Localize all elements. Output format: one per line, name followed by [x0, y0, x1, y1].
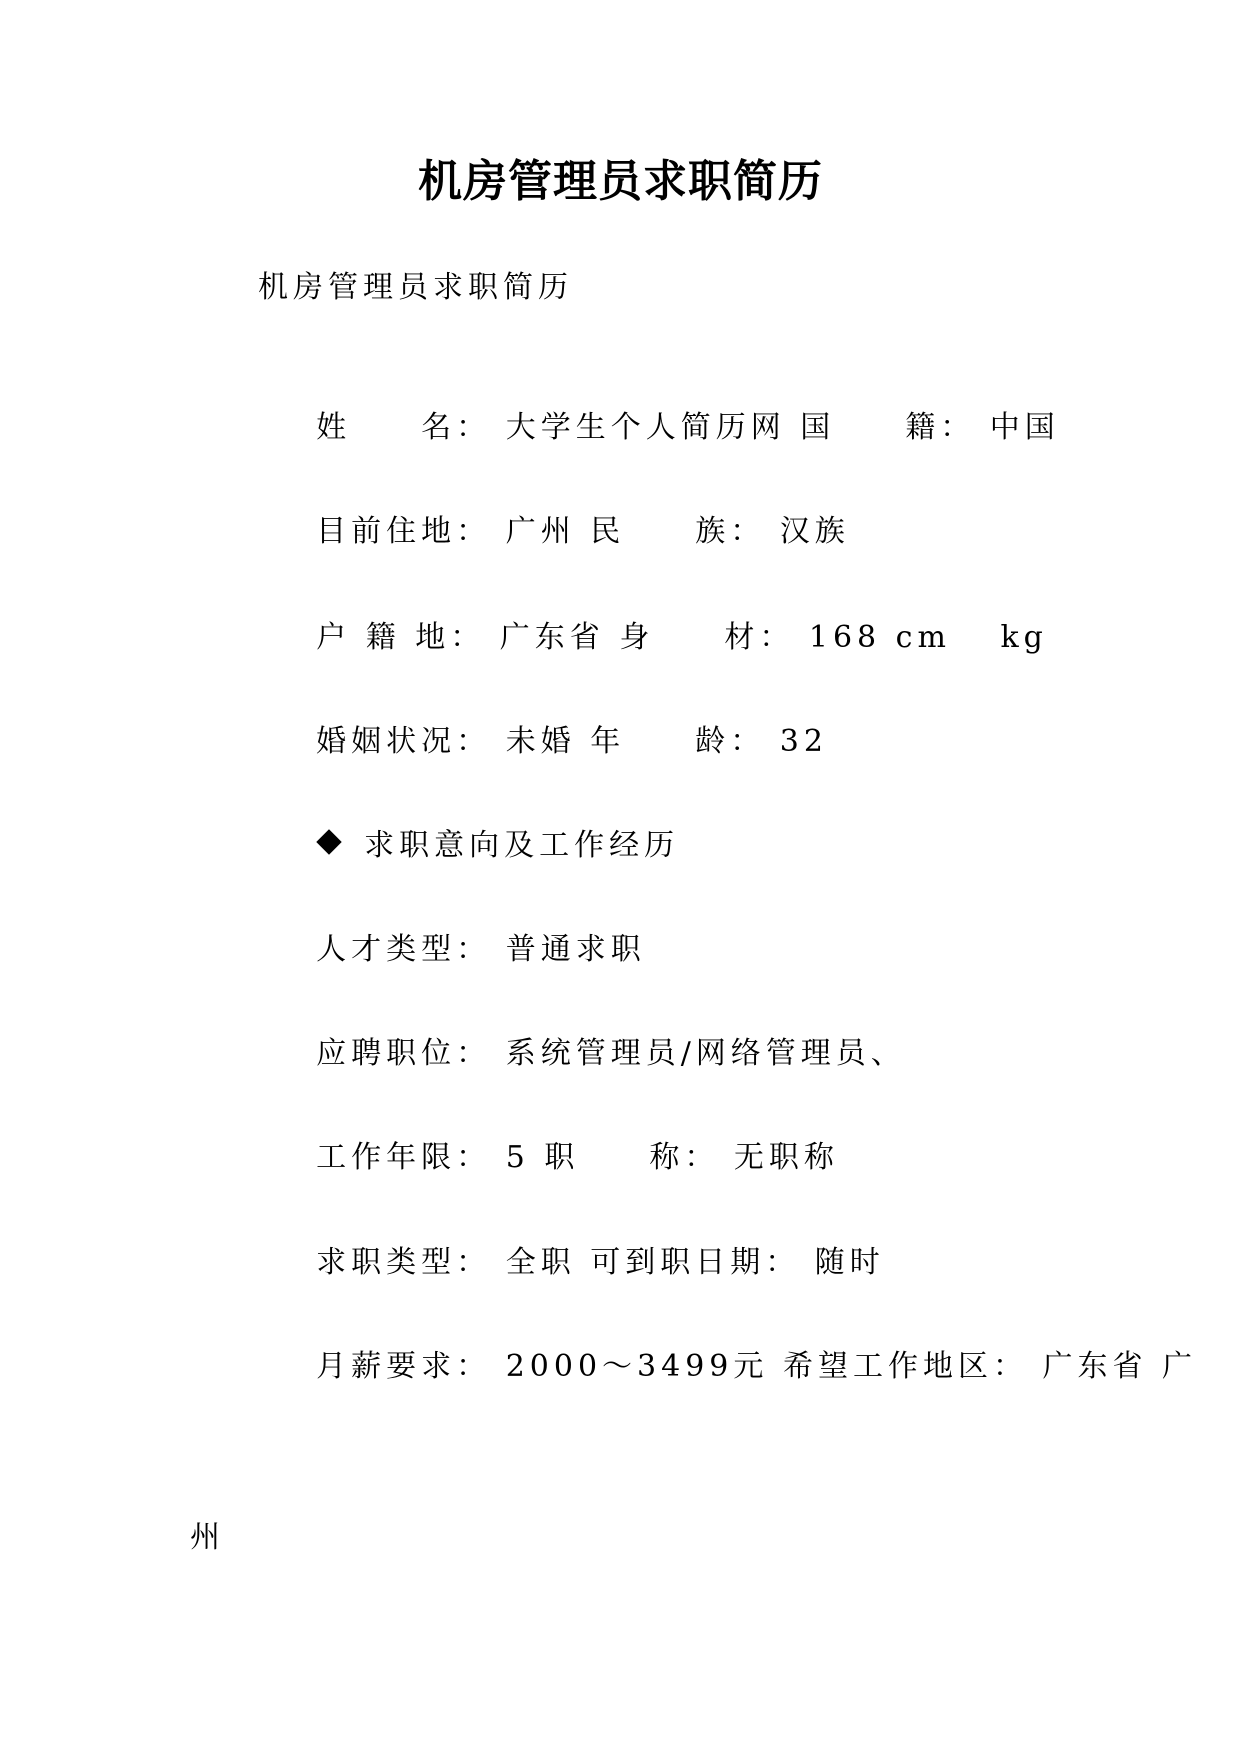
- row-position: [258, 994, 906, 1114]
- title-value: 无职称: [733, 1140, 839, 1175]
- row-residence: [258, 472, 850, 592]
- talent-type-label: 人才类型：: [316, 932, 492, 967]
- row-salary: [258, 1307, 1197, 1427]
- salary-continuation: 州: [190, 1520, 225, 1555]
- resume-subtitle: 机房管理员求职简历: [258, 270, 573, 305]
- salary-value: 2000～3499元: [505, 1349, 769, 1384]
- position-label: 应聘职位：: [316, 1036, 492, 1071]
- height-label: 身 材：: [619, 620, 795, 655]
- row-years: [258, 1098, 839, 1218]
- name-value: 大学生个人简历网: [505, 410, 786, 445]
- marital-label: 婚姻状况：: [316, 724, 492, 759]
- start-date-label: 可到职日期：: [590, 1245, 801, 1280]
- nationality-label: 国 籍：: [800, 410, 976, 445]
- job-type-value: 全职: [505, 1245, 576, 1280]
- residence-value: 广州: [505, 514, 576, 549]
- years-value: 5: [505, 1140, 530, 1175]
- height-value: 168 cm kg: [808, 620, 1048, 655]
- hukou-label: 户 籍 地：: [316, 620, 486, 655]
- job-type-label: 求职类型：: [316, 1245, 492, 1280]
- start-date-value: 随时: [814, 1245, 885, 1280]
- title-label: 职 称：: [544, 1140, 720, 1175]
- work-area-label: 希望工作地区：: [782, 1349, 1028, 1384]
- age-value: 32: [779, 724, 828, 759]
- diamond-icon: [316, 829, 341, 854]
- row-marital: [258, 682, 828, 802]
- row-hukou: [258, 578, 1048, 698]
- age-label: 年 龄：: [590, 724, 766, 759]
- salary-label: 月薪要求：: [316, 1349, 492, 1384]
- residence-label: 目前住地：: [316, 514, 492, 549]
- row-job-type: [258, 1203, 885, 1323]
- talent-type-value: 普通求职: [505, 932, 646, 967]
- marital-value: 未婚: [505, 724, 576, 759]
- hukou-value: 广东省: [499, 620, 605, 655]
- ethnicity-value: 汉族: [779, 514, 850, 549]
- section-heading-text: 求职意向及工作经历: [364, 828, 680, 863]
- name-label: 姓 名：: [316, 410, 492, 445]
- row-talent-type: [258, 890, 646, 1010]
- section-heading: [258, 786, 679, 906]
- nationality-value: 中国: [989, 410, 1060, 445]
- page-title: 机房管理员求职简历: [418, 156, 823, 207]
- position-value: 系统管理员/网络管理员、: [505, 1036, 906, 1071]
- ethnicity-label: 民 族：: [590, 514, 766, 549]
- years-label: 工作年限：: [316, 1140, 492, 1175]
- work-area-value: 广东省 广: [1042, 1349, 1198, 1384]
- row-name: [258, 368, 1060, 488]
